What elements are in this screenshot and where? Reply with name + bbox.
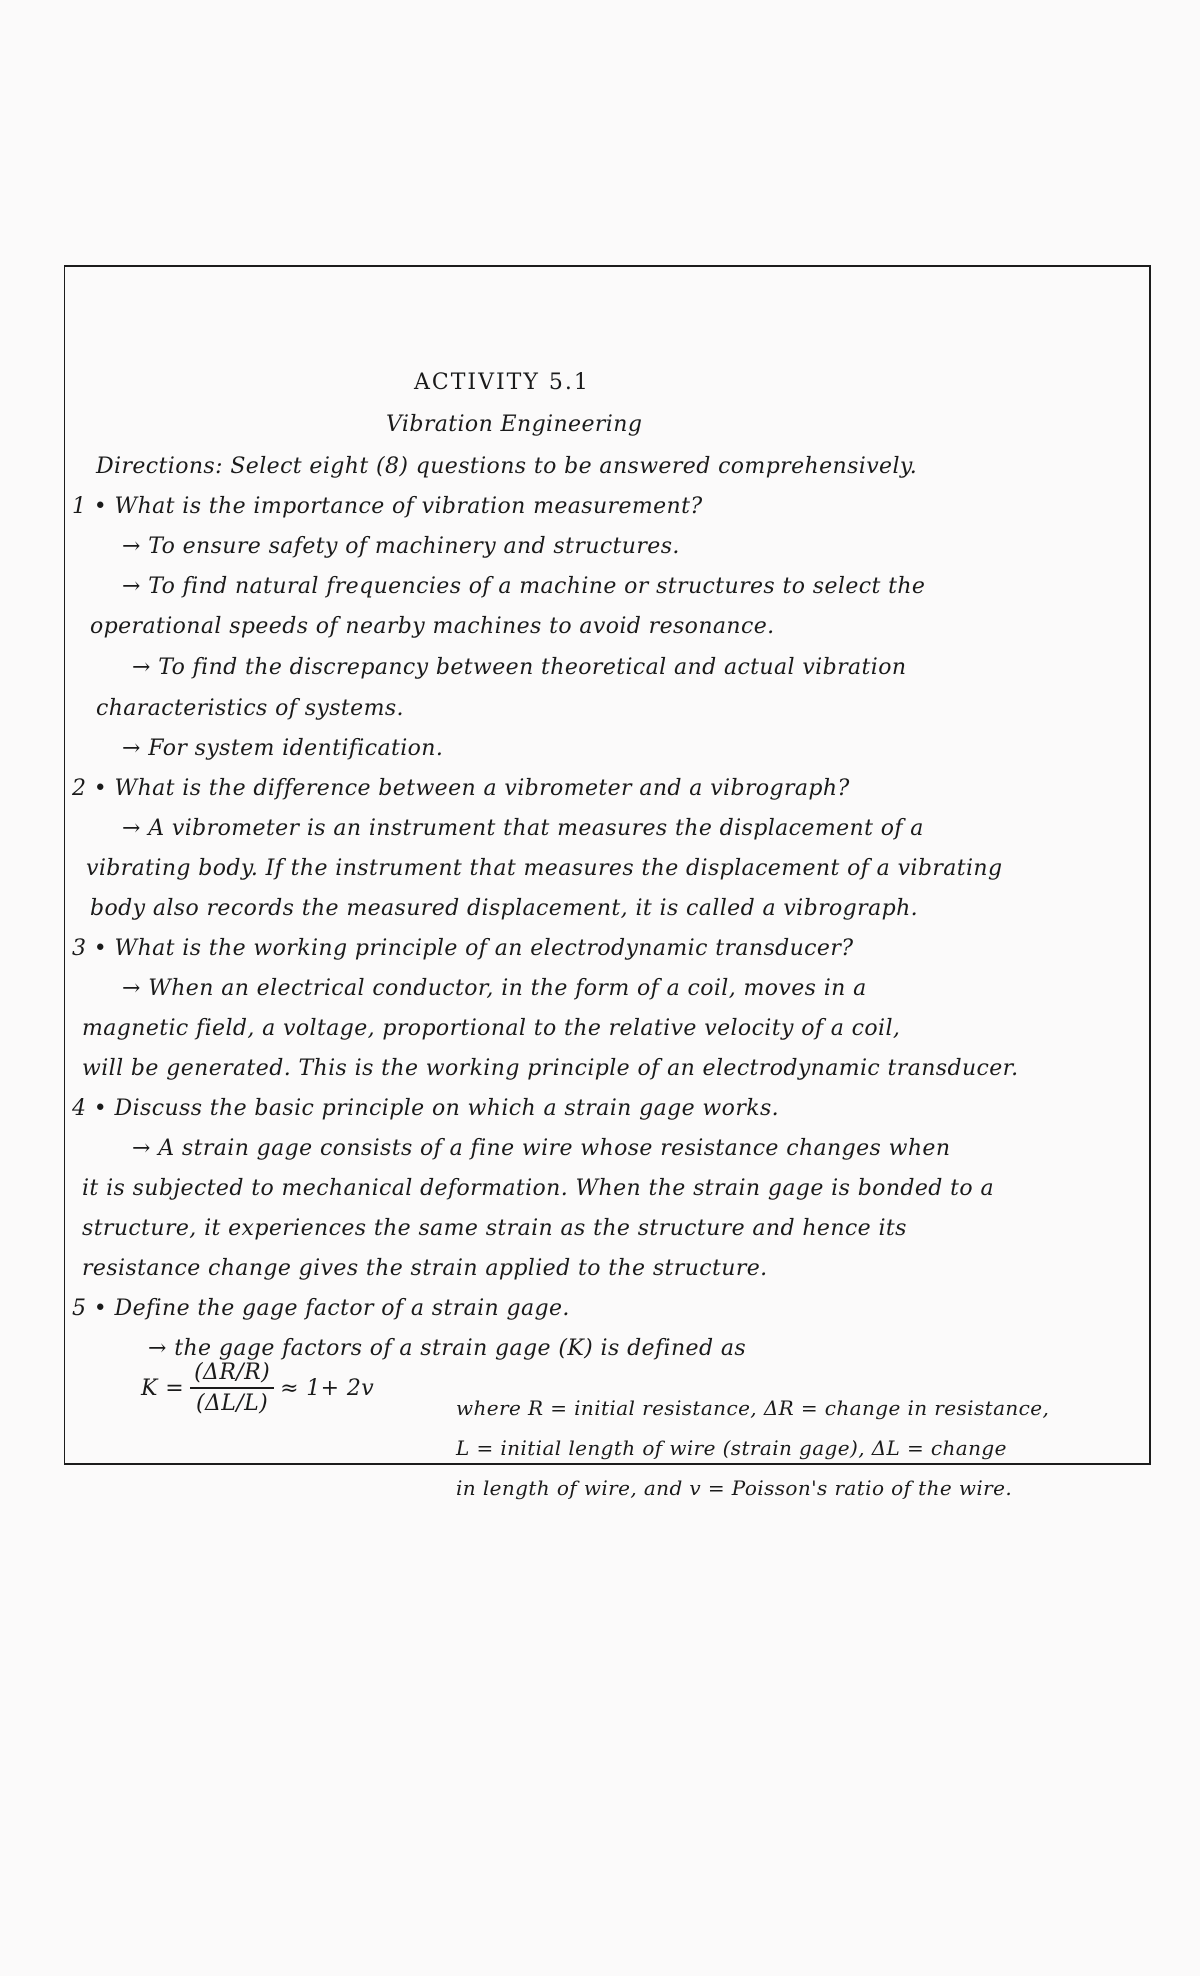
gage-factor-formula: [141, 1360, 374, 1416]
q3-answer-line2: magnetic field, a voltage, proportional to the relative velocity of a coil,: [82, 1016, 901, 1041]
formula-numerator: (ΔR/R): [190, 1360, 274, 1389]
q1-answer-3-line2: characteristics of systems.: [96, 696, 404, 721]
q5-where-line2: L = initial length of wire (strain gage), ΔL = change: [456, 1436, 1007, 1460]
formula-denominator: (ΔL/L): [196, 1391, 269, 1416]
directions: Directions: Select eight (8) questions to be answered comprehensively.: [96, 454, 918, 479]
q2-answer-line1: → A vibrometer is an instrument that measures the displacement of a: [122, 816, 924, 841]
question-5: 5 • Define the gage factor of a strain gage.: [72, 1296, 570, 1321]
q5-where-line3: in length of wire, and v = Poisson's ratio of the wire.: [456, 1476, 1013, 1500]
q4-answer-line1: → A strain gage consists of a fine wire whose resistance changes when: [132, 1136, 951, 1161]
q3-answer-line3: will be generated. This is the working principle of an electrodynamic transducer.: [82, 1056, 1019, 1081]
q4-answer-line4: resistance change gives the strain applied to the structure.: [82, 1256, 768, 1281]
formula-lhs: K =: [141, 1375, 185, 1401]
q1-answer-2-line1: → To find natural frequencies of a machine or structures to select the: [122, 574, 926, 599]
page-subtitle: Vibration Engineering: [386, 412, 643, 437]
question-4: 4 • Discuss the basic principle on which a strain gage works.: [72, 1096, 780, 1121]
question-3: 3 • What is the working principle of an electrodynamic transducer?: [72, 936, 854, 961]
q1-answer-1: → To ensure safety of machinery and structures.: [122, 534, 680, 559]
q5-answer-line1: → the gage factors of a strain gage (K) is defined as: [148, 1336, 747, 1361]
q5-where-line1: where R = initial resistance, ΔR = change in resistance,: [456, 1396, 1050, 1420]
question-2: 2 • What is the difference between a vibrometer and a vibrograph?: [72, 776, 850, 801]
formula-rhs: ≈ 1+ 2v: [280, 1375, 375, 1401]
q1-answer-3-line1: → To find the discrepancy between theoretical and actual vibration: [132, 655, 907, 680]
q4-answer-line2: it is subjected to mechanical deformation. When the strain gage is bonded to a: [82, 1176, 994, 1201]
q2-answer-line3: body also records the measured displacement, it is called a vibrograph.: [90, 896, 919, 921]
q1-answer-2-line2: operational speeds of nearby machines to avoid resonance.: [90, 614, 775, 639]
formula-fraction: [190, 1360, 274, 1416]
q2-answer-line2: vibrating body. If the instrument that measures the displacement of a vibrating: [86, 856, 1003, 881]
q3-answer-line1: → When an electrical conductor, in the form of a coil, moves in a: [122, 976, 867, 1001]
question-1: 1 • What is the importance of vibration measurement?: [72, 494, 703, 519]
q4-answer-line3: structure, it experiences the same strain as the structure and hence its: [82, 1216, 907, 1241]
q1-answer-4: → For system identification.: [122, 736, 444, 761]
page-title: ACTIVITY 5.1: [414, 370, 590, 395]
